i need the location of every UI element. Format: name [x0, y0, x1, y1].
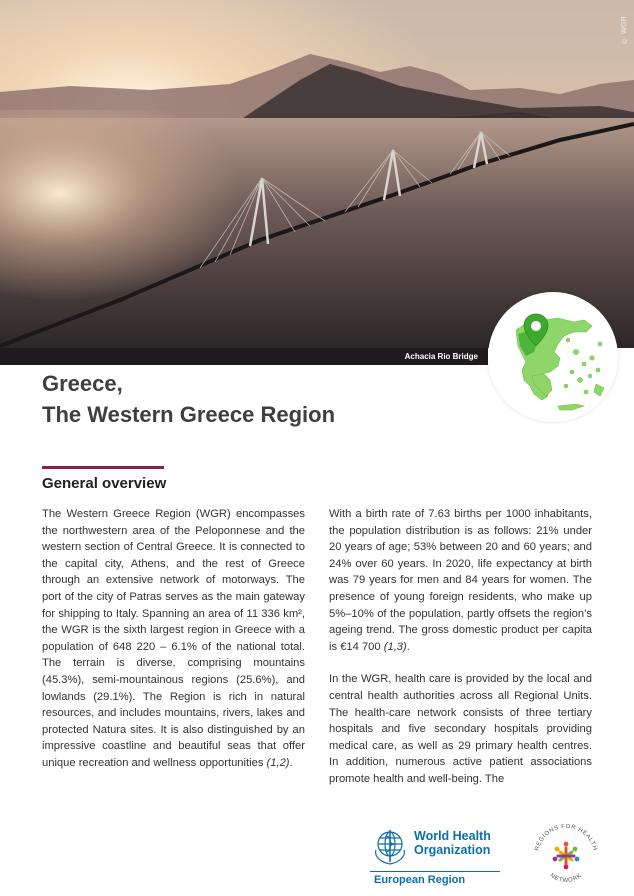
greece-map-icon: [488, 292, 618, 422]
regions-for-health-logo: [528, 818, 604, 894]
photo-caption: Achacia Rio Bridge: [404, 352, 478, 361]
paragraph: In the WGR, health care is provided by the local and central health authorities across all Regional Units. The health-care network consists of three tertiary hospitals and five secondary hospitals providing medical care, as well as 29 primary health centres. In addition, numerous active patient associations promote health and well-being. The: [329, 673, 592, 785]
who-name-line1: World Health: [414, 829, 491, 843]
page-title: [42, 368, 335, 430]
left-column: [42, 506, 305, 788]
paragraph-text: The Western Greece Region (WGR) encompasses the northwestern area of the Peloponnese and the western section of Central Greece. It is connected to the capital city, Athens, and the rest of Greece through an extensive network of motorways. The port of the city of Patras serves as the main gateway for shipping to Italy. Spanning an area of 11 336 km², the WGR is the sixth largest region in Greece with a population of 648 220 – 6.1% of the national total. The terrain is diverse, comprising mountains (45.3%), semi-mountainous regions (25.6%), and lowlands (29.1%). The Region is rich in natural resources, and includes mountains, rivers, lakes and protected Natura sites. It is also distinguished by an impressive coastline and beautiful seas that offer unique recreation and wellness opportunities: [42, 508, 305, 769]
paragraph: [42, 506, 305, 772]
reference: (1,3): [383, 640, 407, 653]
reference: (1,2): [266, 756, 290, 769]
who-name: [414, 830, 491, 857]
right-column: [329, 506, 592, 804]
section-heading: General overview: [42, 475, 167, 492]
who-name-line2: Organization: [414, 842, 491, 857]
paragraph-end: .: [289, 756, 293, 769]
paragraph-text: With a birth rate of 7.63 births per 1000 inhabitants, the population distribution is as follows: 21% under 20 years of age; 53% between 20 and 60 years; and 24% over 60 years. In 2020, life expectancy at birth was 79 years for men and 84 years for women. The presence of young foreign residents, who make up 5%–10% of the population, partly offsets the region’s ageing trend. The gross domestic product per capita is €14 700: [329, 508, 592, 653]
rhn-top-text: REGIONS FOR HEALTH: [534, 823, 598, 852]
section-accent-rule: [42, 466, 164, 469]
title-line-region: The Western Greece Region: [42, 402, 336, 427]
paragraph: [329, 506, 592, 655]
svg-text:NETWORK: [549, 873, 583, 884]
who-region: European Region: [374, 874, 466, 886]
rhn-bottom-text: NETWORK: [548, 872, 584, 885]
photo-caption-bar: [0, 348, 488, 365]
greece-map-circle: [488, 292, 618, 422]
who-emblem-icon: [370, 826, 410, 866]
rhn-emblem-icon: [528, 818, 604, 894]
title-line-country: Greece,: [42, 371, 123, 396]
who-logo: [370, 826, 520, 888]
photo-copyright: © WGR: [621, 16, 628, 44]
paragraph-end: .: [406, 640, 410, 653]
who-divider: [370, 871, 500, 872]
